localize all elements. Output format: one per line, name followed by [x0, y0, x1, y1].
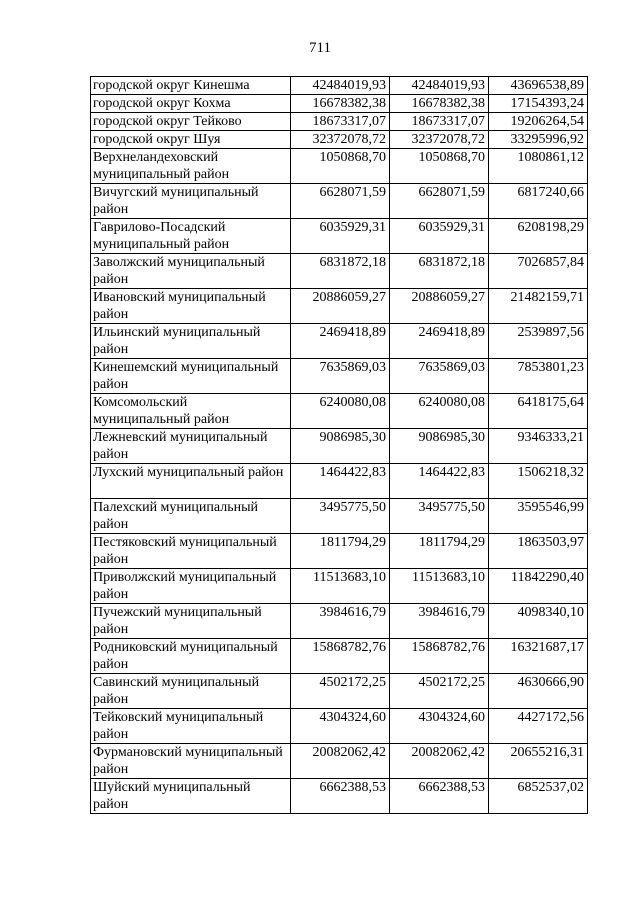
value-cell-3: 43696538,89 [489, 77, 588, 95]
table-row [91, 131, 588, 149]
value-cell-3: 2539897,56 [489, 324, 588, 359]
table-row [91, 779, 588, 814]
municipality-name-cell: Шуйский муниципальный район [91, 779, 291, 814]
value-cell-1: 3984616,79 [291, 604, 390, 639]
municipality-name-cell: городской округ Тейково [91, 113, 291, 131]
value-cell-2: 3984616,79 [390, 604, 489, 639]
municipality-name-cell: Ильинский муниципальный район [91, 324, 291, 359]
table-row [91, 639, 588, 674]
value-cell-3: 16321687,17 [489, 639, 588, 674]
value-cell-3: 11842290,40 [489, 569, 588, 604]
municipality-name-cell: Фурмановский муниципальный район [91, 744, 291, 779]
value-cell-2: 7635869,03 [390, 359, 489, 394]
table-row [91, 394, 588, 429]
value-cell-2: 6240080,08 [390, 394, 489, 429]
municipality-name-cell: Лежневский муниципальный район [91, 429, 291, 464]
value-cell-2: 16678382,38 [390, 95, 489, 113]
value-cell-3: 4098340,10 [489, 604, 588, 639]
value-cell-1: 1811794,29 [291, 534, 390, 569]
value-cell-2: 1811794,29 [390, 534, 489, 569]
value-cell-3: 7853801,23 [489, 359, 588, 394]
municipality-name-cell: Тейковский муниципальный район [91, 709, 291, 744]
value-cell-2: 20886059,27 [390, 289, 489, 324]
value-cell-3: 1863503,97 [489, 534, 588, 569]
value-cell-3: 6418175,64 [489, 394, 588, 429]
value-cell-1: 7635869,03 [291, 359, 390, 394]
value-cell-1: 3495775,50 [291, 499, 390, 534]
table-row [91, 184, 588, 219]
municipality-name-cell: Пестяковский муниципальный район [91, 534, 291, 569]
budget-table [90, 76, 588, 814]
value-cell-2: 20082062,42 [390, 744, 489, 779]
municipality-name-cell: городской округ Кохма [91, 95, 291, 113]
municipality-name-cell: Гаврилово-Посадский муниципальный район [91, 219, 291, 254]
municipality-name-cell: Приволжский муниципальный район [91, 569, 291, 604]
municipality-name-cell: Савинский муниципальный район [91, 674, 291, 709]
table-row [91, 289, 588, 324]
value-cell-1: 15868782,76 [291, 639, 390, 674]
value-cell-3: 19206264,54 [489, 113, 588, 131]
value-cell-1: 18673317,07 [291, 113, 390, 131]
value-cell-1: 11513683,10 [291, 569, 390, 604]
value-cell-2: 3495775,50 [390, 499, 489, 534]
value-cell-2: 1464422,83 [390, 464, 489, 499]
table-row [91, 744, 588, 779]
value-cell-3: 3595546,99 [489, 499, 588, 534]
value-cell-2: 15868782,76 [390, 639, 489, 674]
value-cell-2: 2469418,89 [390, 324, 489, 359]
value-cell-1: 9086985,30 [291, 429, 390, 464]
value-cell-2: 42484019,93 [390, 77, 489, 95]
value-cell-3: 20655216,31 [489, 744, 588, 779]
value-cell-2: 11513683,10 [390, 569, 489, 604]
value-cell-2: 4304324,60 [390, 709, 489, 744]
value-cell-2: 6035929,31 [390, 219, 489, 254]
value-cell-2: 4502172,25 [390, 674, 489, 709]
municipality-name-cell: Верхнеландеховский муниципальный район [91, 149, 291, 184]
municipality-name-cell: городской округ Кинешма [91, 77, 291, 95]
value-cell-2: 1050868,70 [390, 149, 489, 184]
municipality-name-cell: Вичугский муниципальный район [91, 184, 291, 219]
value-cell-1: 2469418,89 [291, 324, 390, 359]
value-cell-3: 21482159,71 [489, 289, 588, 324]
table-row [91, 359, 588, 394]
value-cell-1: 6628071,59 [291, 184, 390, 219]
municipality-name-cell: Ивановский муниципальный район [91, 289, 291, 324]
value-cell-1: 1464422,83 [291, 464, 390, 499]
table-row [91, 149, 588, 184]
value-cell-1: 32372078,72 [291, 131, 390, 149]
value-cell-1: 6240080,08 [291, 394, 390, 429]
municipality-name-cell: Заволжский муниципальный район [91, 254, 291, 289]
value-cell-3: 6817240,66 [489, 184, 588, 219]
table-row [91, 709, 588, 744]
value-cell-2: 6662388,53 [390, 779, 489, 814]
value-cell-3: 1506218,32 [489, 464, 588, 499]
table-row [91, 569, 588, 604]
value-cell-1: 4502172,25 [291, 674, 390, 709]
value-cell-1: 1050868,70 [291, 149, 390, 184]
municipality-name-cell: Кинешемский муниципальный район [91, 359, 291, 394]
value-cell-2: 6628071,59 [390, 184, 489, 219]
value-cell-1: 20082062,42 [291, 744, 390, 779]
table-row [91, 95, 588, 113]
municipality-name-cell: Палехский муниципальный район [91, 499, 291, 534]
value-cell-1: 6831872,18 [291, 254, 390, 289]
table-row [91, 324, 588, 359]
table-row [91, 113, 588, 131]
value-cell-1: 20886059,27 [291, 289, 390, 324]
table-row [91, 534, 588, 569]
value-cell-3: 7026857,84 [489, 254, 588, 289]
value-cell-3: 4630666,90 [489, 674, 588, 709]
table-row [91, 429, 588, 464]
value-cell-2: 18673317,07 [390, 113, 489, 131]
table-row [91, 499, 588, 534]
value-cell-1: 6035929,31 [291, 219, 390, 254]
table-row [91, 464, 588, 499]
value-cell-1: 16678382,38 [291, 95, 390, 113]
value-cell-2: 9086985,30 [390, 429, 489, 464]
municipality-name-cell: городской округ Шуя [91, 131, 291, 149]
value-cell-3: 33295996,92 [489, 131, 588, 149]
municipality-name-cell: Пучежский муниципальный район [91, 604, 291, 639]
table-row [91, 254, 588, 289]
value-cell-3: 4427172,56 [489, 709, 588, 744]
value-cell-3: 17154393,24 [489, 95, 588, 113]
value-cell-3: 9346333,21 [489, 429, 588, 464]
value-cell-1: 42484019,93 [291, 77, 390, 95]
value-cell-2: 32372078,72 [390, 131, 489, 149]
table-row [91, 604, 588, 639]
value-cell-2: 6831872,18 [390, 254, 489, 289]
table-row [91, 674, 588, 709]
municipality-name-cell: Родниковский муниципальный район [91, 639, 291, 674]
table-row [91, 219, 588, 254]
page-number: 711 [309, 40, 331, 56]
value-cell-1: 6662388,53 [291, 779, 390, 814]
value-cell-3: 6852537,02 [489, 779, 588, 814]
value-cell-3: 1080861,12 [489, 149, 588, 184]
budget-table-body [91, 77, 588, 814]
table-row [91, 77, 588, 95]
municipality-name-cell: Лухский муниципальный район [91, 464, 291, 499]
municipality-name-cell: Комсомольский муниципальный район [91, 394, 291, 429]
value-cell-1: 4304324,60 [291, 709, 390, 744]
value-cell-3: 6208198,29 [489, 219, 588, 254]
